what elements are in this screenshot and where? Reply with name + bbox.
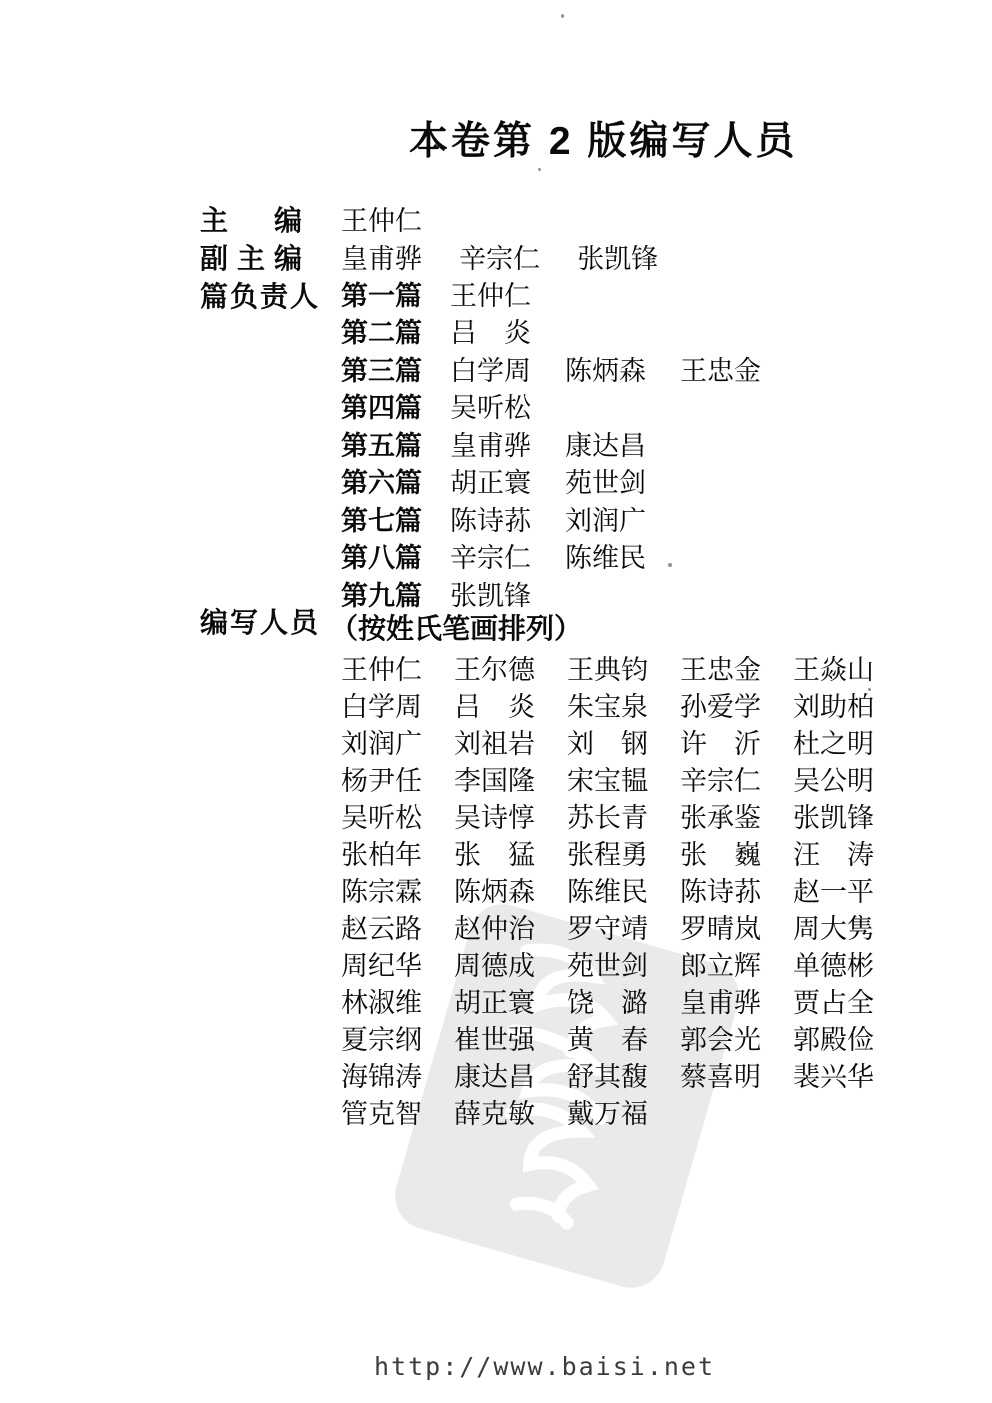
person-name: 刘祖岩 [454,729,535,760]
section-number: 第八篇 [341,543,422,573]
deputy-editor-label [200,243,302,275]
person-name: 张凯锋 [793,803,874,834]
person-name: 陈维民 [565,543,646,574]
person-name: 刘助柏 [793,692,874,723]
person-name: 赵一平 [793,877,874,908]
person-name: 黄 春 [567,1025,648,1056]
person-name: 周德成 [454,951,535,982]
person-name: 苑世剑 [567,951,648,982]
section-row [341,281,795,312]
chief-editor-names [341,206,454,237]
person-name: 王典钧 [567,655,648,686]
section-row [341,318,795,349]
person-name: 周大隽 [793,914,874,945]
person-name: 舒其馥 [567,1062,648,1093]
person-name: 饶 潞 [567,988,648,1019]
person-name: 吴诗惇 [454,803,535,834]
section-number: 第九篇 [341,581,422,611]
person-name: 郎立辉 [680,951,761,982]
section-number: 第四篇 [341,393,422,423]
person-name: 胡正寰 [454,988,535,1019]
person-name: 陈诗荪 [680,877,761,908]
person-name: 刘润广 [565,506,646,537]
person-name: 胡正寰 [450,468,531,499]
person-name: 管克智 [341,1099,422,1130]
person-name: 杜之明 [793,729,874,760]
section-row [341,506,795,537]
section-row [341,356,795,387]
person-name: 陈炳森 [565,356,646,387]
person-name: 张 巍 [680,840,761,871]
person-name: 许 沂 [680,729,761,760]
person-name: 夏宗纲 [341,1025,422,1056]
section-number: 第一篇 [341,281,422,311]
person-name [793,1099,906,1136]
person-name: 张凯锋 [577,244,659,275]
person-name: 薛克敏 [454,1099,535,1130]
person-name: 辛宗仁 [680,766,761,797]
person-name: 皇甫骅 [680,988,761,1019]
section-lead-label: 篇负责人 [200,281,321,312]
person-name: 周纪华 [341,951,422,982]
person-name: 郭殿俭 [793,1025,874,1056]
person-name: 刘 钢 [567,729,648,760]
person-name: 张 猛 [454,840,535,871]
person-name: 陈诗荪 [450,506,531,537]
person-name: 刘润广 [341,729,422,760]
person-name: 罗晴岚 [680,914,761,945]
person-name: 吴公明 [793,766,874,797]
person-name: 辛宗仁 [459,244,541,275]
person-name: 张凯锋 [450,581,531,612]
writers-label: 编写人员 [200,607,321,638]
section-row [341,393,795,424]
person-name: 王仲仁 [450,281,531,312]
person-name: 辛宗仁 [450,543,531,574]
person-name: 林淑维 [341,988,422,1019]
person-name: 王尔德 [454,655,535,686]
writers-name-grid [341,655,906,1136]
deputy-editor-label-char: 副 [200,243,229,274]
person-name: 苑世剑 [565,468,646,499]
person-name: 戴万福 [567,1099,648,1130]
person-name: 王忠金 [680,356,761,387]
person-name [680,1099,793,1136]
person-name: 李国隆 [454,766,535,797]
section-number: 第三篇 [341,356,422,386]
person-name: 吴听松 [341,803,422,834]
person-name: 陈宗霖 [341,877,422,908]
person-name: 单德彬 [793,951,874,982]
person-name: 吕 炎 [450,318,531,349]
writers-sort-note: （按姓氏笔画排列） [330,613,583,644]
person-name: 赵云路 [341,914,422,945]
person-name: 王仲仁 [341,206,422,237]
person-name: 皇甫骅 [341,244,422,275]
deputy-editor-label-char: 编 [273,243,302,274]
person-name: 王忠金 [680,655,761,686]
chief-editor-label [200,205,302,237]
person-name: 张程勇 [567,840,648,871]
deputy-editor-names [341,244,690,275]
person-name: 崔世强 [454,1025,535,1056]
person-name: 宋宝韫 [567,766,648,797]
deputy-editor-label-char: 主 [236,243,265,274]
person-name: 杨尹任 [341,766,422,797]
person-name: 张承鉴 [680,803,761,834]
chief-editor-label-char: 主 [200,205,229,236]
person-name: 吴听松 [450,393,531,424]
person-name: 罗守靖 [567,914,648,945]
person-name: 朱宝泉 [567,692,648,723]
person-name: 汪 涛 [793,840,874,871]
person-name: 陈炳森 [454,877,535,908]
person-name: 孙爱学 [680,692,761,723]
person-name: 张柏年 [341,840,422,871]
person-name: 白学周 [341,692,422,723]
section-number: 第六篇 [341,468,422,498]
section-row [341,543,795,574]
section-number: 第二篇 [341,318,422,348]
person-name: 赵仲治 [454,914,535,945]
noise-speck [561,14,564,18]
chief-editor-label-char: 编 [273,205,302,236]
person-name: 陈维民 [567,877,648,908]
section-row [341,431,795,462]
person-name: 皇甫骅 [450,431,531,462]
person-name: 郭会光 [680,1025,761,1056]
person-name: 海锦涛 [341,1062,422,1093]
section-row [341,468,795,499]
person-name: 王仲仁 [341,655,422,686]
person-name: 裴兴华 [793,1062,874,1093]
section-number: 第五篇 [341,431,422,461]
noise-speck [538,168,541,171]
person-name: 贾占全 [793,988,874,1019]
person-name: 蔡喜明 [680,1062,761,1093]
person-name: 王焱山 [793,655,874,686]
person-name: 白学周 [450,356,531,387]
person-name: 吕 炎 [454,692,535,723]
person-name: 康达昌 [454,1062,535,1093]
page-title: 本卷第 2 版编写人员 [409,120,798,163]
person-name: 苏长青 [567,803,648,834]
section-number: 第七篇 [341,506,422,536]
footer-url-text: http://www.baisi.net [374,1352,716,1381]
person-name: 康达昌 [565,431,646,462]
